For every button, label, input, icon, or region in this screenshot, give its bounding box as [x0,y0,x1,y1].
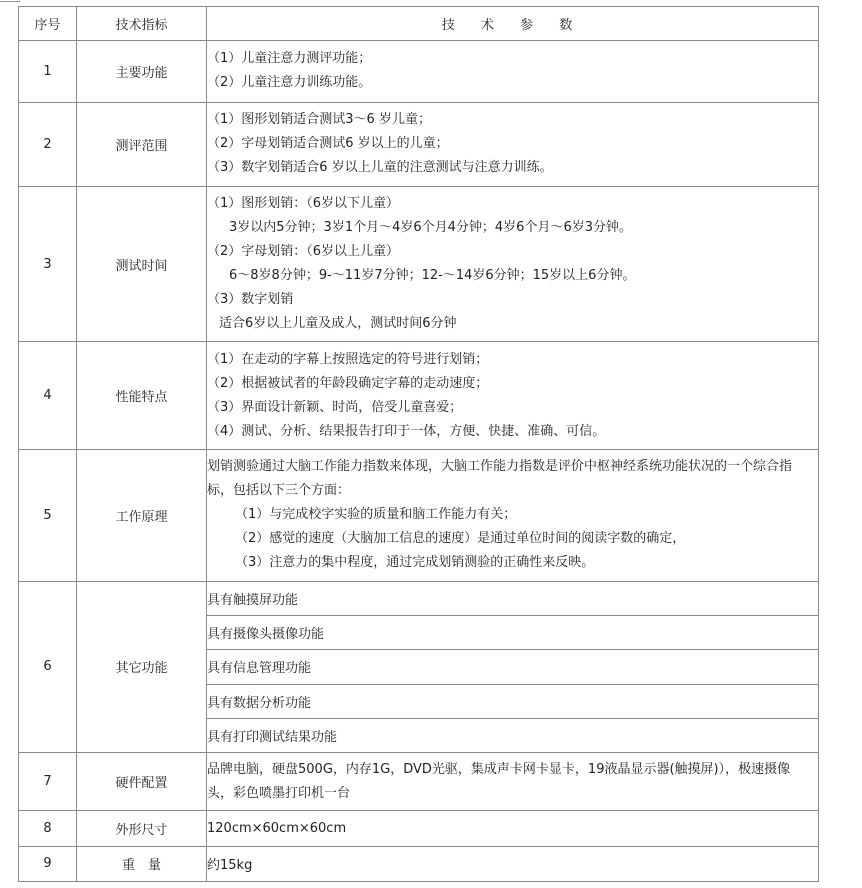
row-params [207,187,819,342]
row-params: 约15kg [207,846,819,881]
header-row [19,7,819,41]
table-row [19,342,819,450]
header-item: 技术指标 [77,7,207,41]
param-line: （1）在走动的字幕上按照选定的符号进行划销； [207,351,489,367]
row-no: 2 [19,102,77,187]
row-no: 5 [19,450,77,582]
row-params [207,41,819,102]
table-row [19,187,819,342]
row-item: 主要功能 [77,41,207,102]
param-line: 适合6岁以上儿童及成人，测试时间6分钟 [219,316,457,332]
row-item: 工作原理 [77,450,207,582]
spec-table [18,6,819,882]
row-params [207,450,819,582]
param-line: （3）数字划销适合6 岁以上儿童的注意测试与注意力训练。 [207,160,553,176]
row-no: 6 [19,581,77,752]
row-item: 硬件配置 [77,753,207,811]
table-row [19,753,819,811]
row-item: 其它功能 [77,581,207,752]
row-item: 测试时间 [77,187,207,342]
header-param: 技 术 参 数 [207,7,819,41]
top-edge-line [0,1,20,2]
table-row [19,581,819,615]
param-line: （2）根据被试者的年龄段确定字幕的走动速度； [207,375,489,391]
row-item: 外形尺寸 [77,811,207,846]
hardware-text: 品牌电脑，硬盘500G，内存1G，DVD光驱，集成声卡网卡显卡，19液晶显示器(触摸屏)），极速摄像头，彩色喷墨打印机一台 [207,761,791,801]
function-cell: 具有打印测试结果功能 [207,718,819,752]
function-cell: 具有触摸屏功能 [207,581,819,615]
row-params [207,753,819,811]
function-cell: 具有摄像头摄像功能 [207,616,819,650]
param-line: （2）感觉的速度（大脑加工信息的速度）是通过单位时间的阅读字数的确定， [235,531,686,547]
table-row [19,41,819,102]
row-item: 测评范围 [77,102,207,187]
param-line: 3岁以内5分钟；3岁1个月～4岁6个月4分钟；4岁6个月～6岁3分钟。 [229,220,632,236]
table-row [19,102,819,187]
param-line: （3）界面设计新颖、时尚，倍受儿童喜爱； [207,399,463,415]
row-no: 1 [19,41,77,102]
row-no: 4 [19,342,77,450]
table-row [19,450,819,582]
param-line: 6～8岁8分钟；9-～11岁7分钟；12-～14岁6分钟；15岁以上6分钟。 [229,268,636,284]
table-row [19,811,819,846]
row-item: 性能特点 [77,342,207,450]
function-cell: 具有数据分析功能 [207,684,819,718]
row-no: 3 [19,187,77,342]
param-line: （3）数字划销 [207,292,294,308]
param-line: （1）儿童注意力测评功能； [207,51,372,67]
row-params: 120cm×60cm×60cm [207,811,819,846]
param-line: （2）字母划销适合测试6 岁以上的儿童； [207,136,449,152]
row-no: 8 [19,811,77,846]
param-line: （1）与完成校字实验的质量和脑工作能力有关； [235,507,517,523]
param-line: （1）图形划销适合测试3～6 岁儿童； [207,112,431,128]
row-params [207,342,819,450]
function-cell: 具有信息管理功能 [207,650,819,684]
param-line: （3）注意力的集中程度，通过完成划销测验的正确性来反映。 [235,555,595,571]
param-line: （4）测试、分析、结果报告打印于一体，方便、快捷、准确、可信。 [207,423,606,439]
param-line: （2）儿童注意力训练功能。 [207,75,372,91]
row-item: 重 量 [77,846,207,881]
row-params [207,102,819,187]
principle-intro: 划销测验通过大脑工作能力指数来体现，大脑工作能力指数是评价中枢神经系统功能状况的一个综合指标，包括以下三个方面： [207,459,793,499]
header-no: 序号 [19,7,77,41]
row-no: 9 [19,846,77,881]
row-no: 7 [19,753,77,811]
param-line: （2）字母划销：（6岁以上儿童） [207,244,400,260]
table-row [19,846,819,881]
param-line: （1）图形划销：（6岁以下儿童） [207,196,400,212]
